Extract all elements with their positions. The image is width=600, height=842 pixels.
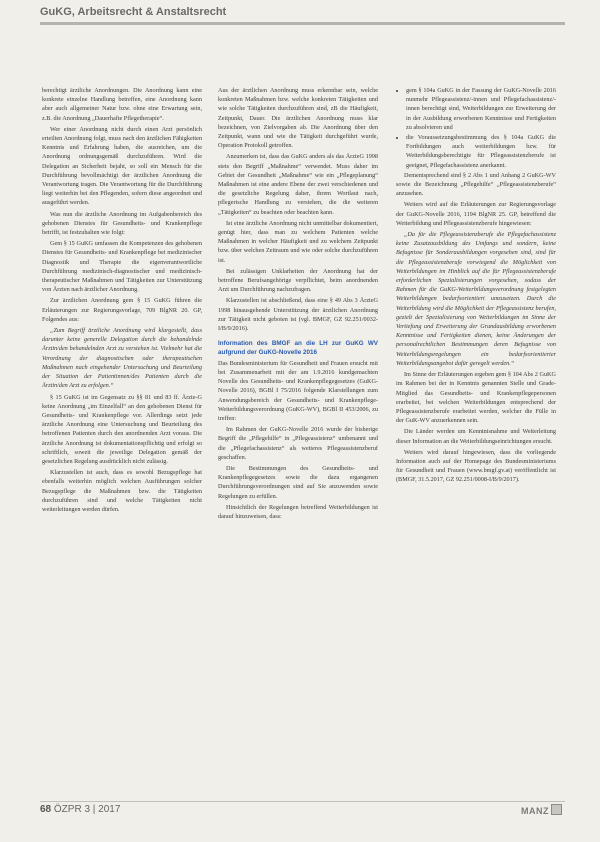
publisher-logo-icon <box>551 804 562 815</box>
paragraph: § 15 GuKG ist im Gegensatz zu §§ 81 und 83 ff. Ärzte-G keine Anordnung „im Einzelfall“ an den gehobenen Dienst für Gesundheits- und Krankenpflege vor. Allerdings setzt jede ärztliche Anordnung eine Untersuchung und Beurteilung des betroffenen Patienten durch den anordnenden Arzt voraus. Die ärztliche Anordnung ist dokumentationspflichtig und erfolgt so schriftlich, soweit die jeweilige Delegation gemäß der gesetzlichen Regelung ausdrücklich nicht zulässig. <box>42 393 202 465</box>
running-header: GuKG, Arbeitsrecht & Anstaltsrecht <box>40 6 227 18</box>
quoted-paragraph: „Zum Begriff ärztliche Anordnung wird klargestellt, dass darunter keine generelle Delegation durch die behandelnde Ärztin/den behandelnden Arzt zu verstehen ist. Vielmehr hat die Verordnung der diagnostischen oder therapeutischen Maßnahmen nach eingehender Untersuchung und Beurteilung der Situation der Patientinnen/des Patienten durch die Ärztin/den Arzt zu erfolgen.“ <box>42 327 202 390</box>
text-column-middle <box>218 86 378 523</box>
quoted-paragraph: „Da für die Pflegeassistenzberufe die Pflegefachassistenz keine Zusatzausbildung des Umfangs und sondern, keine Befugnisse für Sonderausbildungen vorgesehen sind, sind für die Pflegeassistenzberufe vorwiegend die Möglichkeit von Weiterbildungen im Hinblick auf die für Pflegeassistenzberufe erforderlichen Spezialisierungen vorgesehen, sodass der Rahmen für die GuKG-Weiterbildungsverordnung festgelegten Weiterbildungen bedarfsorientiert umzusetzen. Durch die Weiterbildung wird die Möglichkeit der Pflegeassistenz berufen, gezielt der Spezialisierung von Weiterbildungen im Sinne der Vertiefung und Erweiterung der Grundausbildung erworbenen Kenntnisse und Fertigkeiten dienen, keine Änderungen der personalrechtlichen Bestimmungen deren Befugnisse von Weiterbildungsregelungen ein bedarfsorientierter Weiterbildungsangebot dafür geregelt werden.“ <box>396 231 556 367</box>
paragraph: Im Sinne der Erläuterungen ergeben gem § 104 Abs 2 GuKG im Rahmen bei der in Kenntnis genannten Stelle und Grade-Mitglied das Gesundheits- und Krankenpflegepersonen erarbeitet, bei welchen Weiterbildungen entsprechend der Pflegeassistenzberufe erarbeitet werden, welcher die Fülle in der GuK-WV anzuerkennen sein. <box>396 371 556 425</box>
bullet-item: • gem § 104a GuKG in der Fassung der GuKG-Novelle 2016 nunmehr Pflegeassistenz/-innen und Pflegefachassistenz/-innen berechtigt sind, Weiterbildungen zur Erweiterung der in der Ausbildung erworbenen Kenntnisse und Fertigkeiten zu absolvieren und <box>406 86 556 132</box>
bullet-item: • die Voraussetzungsbestimmung des § 104a GuKG die Fortbildungen auch weiterbildungen bzw. für Weiterbildungsberechtigte für Pflegeassistenzberufe ist geeignet, Pflegefachassistenz anerkannt. <box>406 133 556 170</box>
paragraph: Die Länder werden um Kenntnisnahme und Weiterleitung dieser Information an die Weiterbildungseinrichtungen ersucht. <box>396 428 556 445</box>
paragraph: Gem § 15 GuKG umfassen die Kompetenzen des gehobenen Dienstes für Gesundheits- und Krankenpflege bei medizinischer Diagnostik und Therapie die eigenverantwortliche Durchführung medizinisch-diagnostischer und medizinisch-therapeutischer Maßnahmen und Tätigkeiten zur Unterstützung von Ärzten nach ärztlicher Anordnung. <box>42 240 202 294</box>
issue-label: ÖZPR 3 | 2017 <box>53 804 121 815</box>
paragraph: Weiters wird auf die Erläuterungen zur Regierungsvorlage der GuKG-Novelle 2016, 1194 BlgNR 25. GP, betreffend die Weiterbildung und Pflegeassistenzberufe hingewiesen: <box>396 201 556 227</box>
paragraph: Hinsichtlich der Regelungen betreffend Weiterbildungen ist darauf hinzuweisen, dass: <box>218 503 378 520</box>
paragraph: Aus der ärztlichen Anordnung muss erkennbar sein, welche konkreten Maßnahmen bzw. welche konkreten Tätigkeiten und wie solche Tätigkeiten durchzuführen sind, zB die Häufigkeit, Zeitpunkt, Dauer. Die ärztlichen Anordnung muss klar bezeichnen, von Zielvorgaben ab. Die Anordnung über den Zeitpunkt, wann und wie die Tätigkeit durchgeführt wurde, Operation Protokoll getroffen. <box>218 87 378 150</box>
paragraph: Die Bestimmungen des Gesundheits- und Krankenpflegegesetzes sowie die dazu ergangenen Durchführungsverordnungen sind auf Sie anzuwenden sowie Regelungen zu erfüllen. <box>218 464 378 500</box>
text-column-right <box>396 86 556 487</box>
paragraph: berechtigt ärztliche Anordnungen. Die Anordnung kann eine konkrete einzelne Handlung betreffen, eine Anordnung kann aber auch allgemeiner Natur bzw. ohne eine Erwartung sein, z.B. die Anordnung „Dauerhafte Pflegetherapie“. <box>42 87 202 122</box>
paragraph: Dementsprechend sind § 2 Abs 1 und Anhang 2 GuKG-WV sowie die Bezeichnung „Pflegehilfe“ „Pflegeassistenzberufe“ anzusehen. <box>396 171 556 198</box>
paragraph: Das Bundesministerium für Gesundheit und Frauen ersucht mit bei Zusammenarbeit mit der am 1.9.2016 kundgemachten Novelle des Gesundheits- und Krankenpflegegesetzes (GuKG-Novelle 2016), BGBl I 75/2016 folgende Klarstellungen zum Anwendungsbereich der Gesundheits- und Krankenpflege-Weiterbildungsverordnung (GuKG-WV), BGBl II 453/2006, zu treffen: <box>218 359 378 422</box>
paragraph: Im Rahmen der GuKG-Novelle 2016 wurde der bisherige Begriff die „Pflegehilfe“ in „Pflegeassistenz“ umbenannt und die „Pflegefachassistenz“ als weiteres Pflegeassistenzberuf geschaffen. <box>218 426 378 461</box>
publisher-name: MANZ <box>521 806 549 816</box>
page-footer <box>40 804 120 815</box>
header-rule <box>40 22 565 25</box>
paragraph: Bei zulässigen Unklarheiten der Anordnung hat der betroffene Berufsangehörige verpflichtet, beim anordnenden Arzt um Durchführung nachzufragen. <box>218 267 378 294</box>
footer-rule <box>40 801 565 802</box>
paragraph: Was nun die ärztliche Anordnung im Aufgabenbereich des gehobenen Dienstes für Gesundheits- und Krankenpflege betrifft, ist festzuhalten wie folgt: <box>42 210 202 237</box>
publisher-brand <box>521 804 562 816</box>
paragraph: Weiters wird darauf hingewiesen, dass die vorliegende Information auch auf der Homepage des Bundesministeriums für Gesundheit und Frauen (www.bmgf.gv.at) veröffentlicht ist (BMGF, 31.5.2017, GZ 92.251/0008-I/B/9/2017). <box>396 448 556 484</box>
section-heading: Information des BMGF an die LH zur GuKG WV aufgrund der GuKG-Novelle 2016 <box>218 340 378 357</box>
paragraph: Zur ärztlichen Anordnung gem § 15 GuKG führen die Erläuterungen zur Regierungsvorlage, 709 BlgNR 20. GP, Folgendes aus: <box>42 297 202 323</box>
paragraph: Wer einer Anordnung nicht durch einen Arzt persönlich erteilten Anordnung folgt, muss nach den ärztlichen Fähigkeiten Kenntnis und Erfahrung haben, die ausreichen, um die Anordnung ordnungsgemäß durchzuführen. Wird die Delegation an Sicherheit bejaht, so soll ein Mensch für die Durchführung bevollmächtigt der ärztlichen Anordnung die Verantwortung tragen. Die Verantwortung für die Durchführung liegt weiterhin bei den Pflegenden, sofern diese angeordnet und ausgeführt werden. <box>42 125 202 207</box>
paragraph: Klarzustellen ist abschließend, dass eine § 49 Abs 3 ÄrzteG 1998 hinausgehende Unterstützung der ärztlichen Anordnung zur Tätigkeit nicht geboten ist (vgl. BMGF, GZ 92.251/0032-I/B/9/2016). <box>218 297 378 333</box>
bullet-list <box>396 86 556 170</box>
paragraph: Klarzustellen ist auch, dass es sowohl Bezugspflege hat ebenfalls weiterhin möglich welchen Ausführungen solcher Bezugspflege die Maßnahmen bzw. die Tätigkeiten durchzuführen sind und welche Tätigkeiten nicht weiterleitungen werden dürfen. <box>42 469 202 513</box>
text-column-left <box>42 86 202 516</box>
paragraph: Ist eine ärztliche Anordnung nicht unmittelbar dokumentiert, genügt hier, dass man zu welchem Patienten welche Maßnahmen in welcher Häufigkeit und zu welchem Zeitpunkt bzw. über welchen Zeitraum und wie oder solche durchzuführen ist. <box>218 219 378 264</box>
page-number: 68 <box>40 804 52 815</box>
paragraph: Anzumerken ist, dass das GuKG anders als das ÄrzteG 1998 stets den Begriff „Maßnahme“ verwendet. Muss daher im Gebiet der Gesundheit „Maßnahme“ wie ein „Pflegeplanung“ Maßnahmen ist eine andere Ebene der zwei verschiedenen und die gesetzliche Regelung daher, ihrem Wortlaut nach, pflegerische Handlung zu verstehen, die die weiteren „Tätigkeiten“ zu beachten oder beachten kann. <box>218 153 378 216</box>
